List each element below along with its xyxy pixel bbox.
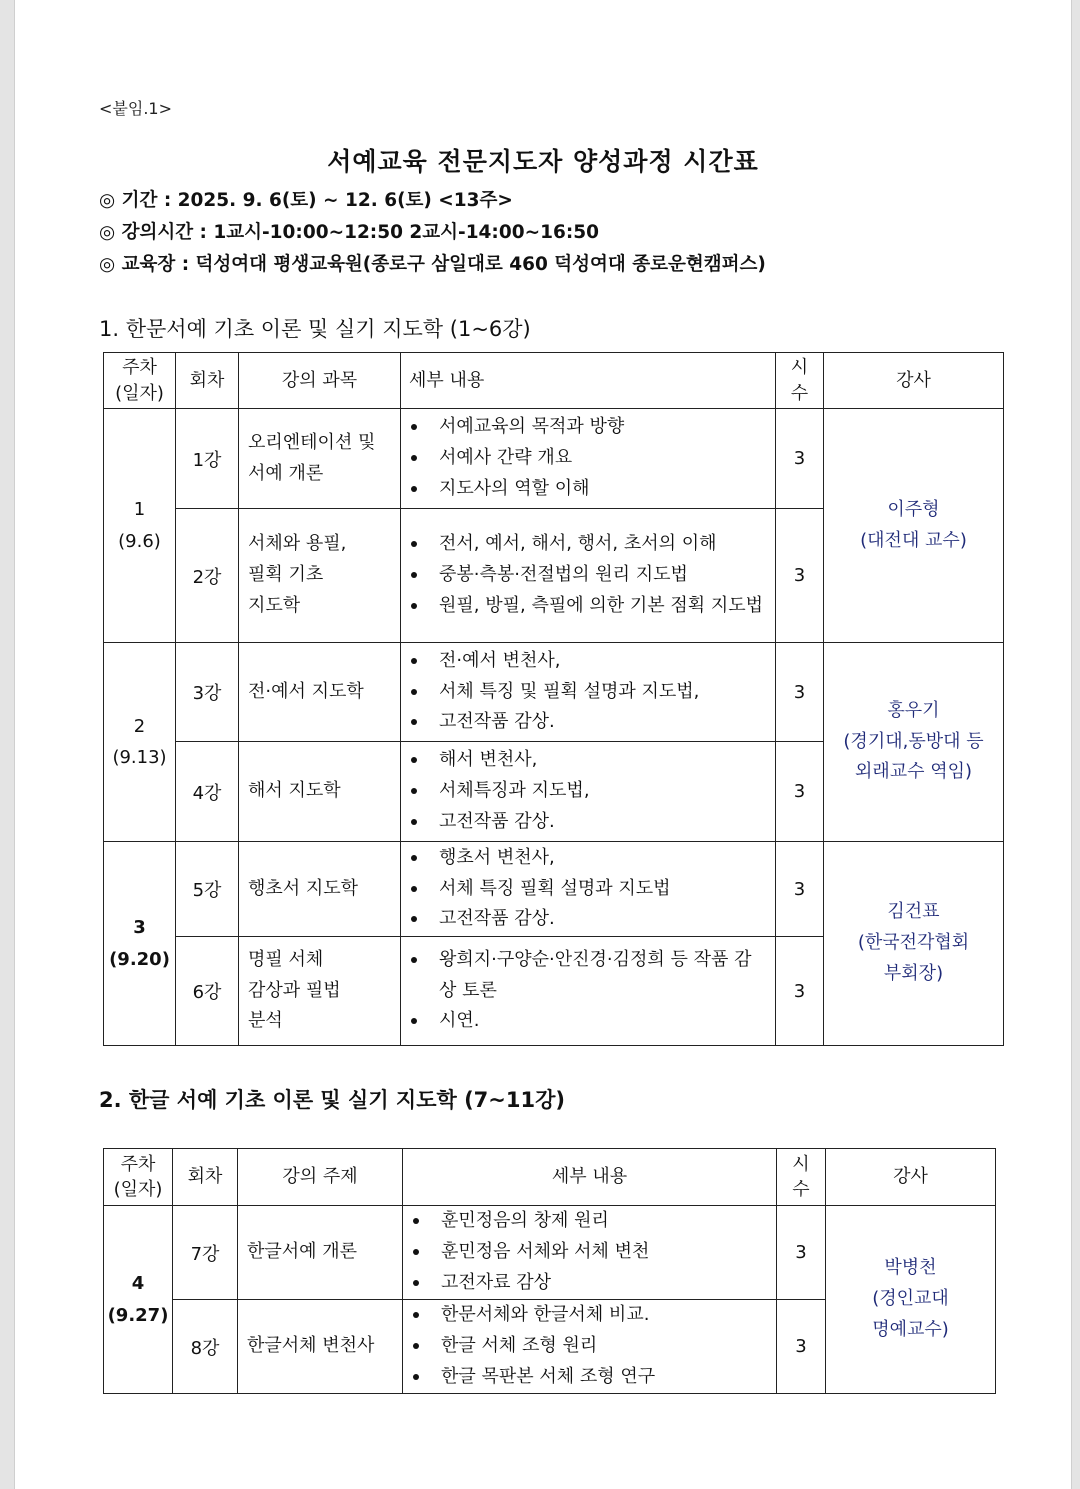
- subject-cell: 행초서 지도학: [239, 842, 401, 937]
- info-value: : 2025. 9. 6(토) ~ 12. 6(토) <13주>: [163, 190, 513, 211]
- session-cell: 4강: [176, 742, 239, 842]
- info-key: 기간: [121, 190, 158, 211]
- list-item: 고전자료 감상: [403, 1268, 768, 1299]
- session-cell: 8강: [173, 1300, 238, 1394]
- list-item: 왕희지·구양순·안진경·김정희 등 작품 감상 토론: [401, 945, 767, 1007]
- list-item: 고전작품 감상.: [401, 807, 767, 838]
- header-session: 회차: [173, 1149, 238, 1206]
- list-item: 서예사 간략 개요: [401, 443, 767, 474]
- list-item: 한글 목판본 서체 조형 연구: [403, 1362, 768, 1393]
- table-row: [104, 842, 1004, 937]
- info-value: : 1교시-10:00~12:50 2교시-14:00~16:50: [199, 222, 599, 243]
- header-hours: 시 수: [777, 1149, 826, 1206]
- week-cell: 2 (9.13): [104, 643, 176, 842]
- session-cell: 6강: [176, 937, 239, 1046]
- schedule-table-2: [103, 1148, 996, 1394]
- details-cell: [401, 937, 776, 1046]
- hours-cell: 3: [776, 842, 824, 937]
- table-row: [104, 409, 1004, 509]
- details-cell: [401, 643, 776, 742]
- session-cell: 5강: [176, 842, 239, 937]
- instructor-cell: 김건표 (한국전각협회 부회장): [824, 842, 1004, 1046]
- table-row: [104, 1206, 996, 1300]
- header-subject: 강의 주제: [238, 1149, 403, 1206]
- details-cell: [401, 742, 776, 842]
- list-item: 원필, 방필, 측필에 의한 기본 점획 지도법: [401, 591, 767, 622]
- session-cell: 7강: [173, 1206, 238, 1300]
- instructor-cell: 홍우기 (경기대,동방대 등 외래교수 역임): [824, 643, 1004, 842]
- list-item: 행초서 변천사,: [401, 843, 767, 874]
- list-item: 서체특징과 지도법,: [401, 776, 767, 807]
- hours-cell: 3: [777, 1300, 826, 1394]
- list-item: 한글 서체 조형 원리: [403, 1331, 768, 1362]
- subject-cell: 해서 지도학: [239, 742, 401, 842]
- header-details: 세부 내용: [403, 1149, 777, 1206]
- week-cell: 3 (9.20): [104, 842, 176, 1046]
- section2-heading: 2. 한글 서예 기초 이론 및 실기 지도학 (7~11강): [99, 1088, 565, 1112]
- list-item: 해서 변천사,: [401, 745, 767, 776]
- subject-cell: 명필 서체 감상과 필법 분석: [239, 937, 401, 1046]
- list-item: 훈민정음의 창제 원리: [403, 1206, 768, 1237]
- table-row: [104, 643, 1004, 742]
- session-cell: 3강: [176, 643, 239, 742]
- header-session: 회차: [176, 353, 239, 409]
- list-item: 고전작품 감상.: [401, 904, 767, 935]
- info-venue: [99, 250, 766, 276]
- attachment-label: <붙임.1>: [99, 99, 172, 118]
- details-cell: [403, 1206, 777, 1300]
- hours-cell: 3: [777, 1206, 826, 1300]
- list-item: 전·예서 변천사,: [401, 646, 767, 677]
- session-cell: 2강: [176, 509, 239, 643]
- list-item: 서체 특징 필획 설명과 지도법: [401, 874, 767, 905]
- subject-cell: 전·예서 지도학: [239, 643, 401, 742]
- list-item: 시연.: [401, 1006, 767, 1037]
- list-item: 지도사의 역할 이해: [401, 474, 767, 505]
- hours-cell: 3: [776, 643, 824, 742]
- hours-cell: 3: [776, 742, 824, 842]
- week-cell: 1 (9.6): [104, 409, 176, 643]
- info-mark: ◎: [99, 254, 116, 275]
- hours-cell: 3: [776, 409, 824, 509]
- list-item: 중봉·측봉·전절법의 원리 지도법: [401, 560, 767, 591]
- details-cell: [401, 409, 776, 509]
- header-subject: 강의 과목: [239, 353, 401, 409]
- section1-heading: 1. 한문서예 기초 이론 및 실기 지도학 (1~6강): [99, 317, 531, 341]
- details-cell: [401, 509, 776, 643]
- subject-cell: 한글서체 변천사: [238, 1300, 403, 1394]
- info-period: [99, 186, 513, 212]
- info-value: : 덕성여대 평생교육원(종로구 삼일대로 460 덕성여대 종로운현캠퍼스): [181, 254, 766, 275]
- schedule-table-1: [103, 352, 1004, 1046]
- instructor-cell: 박병천 (경인교대 명예교수): [826, 1206, 996, 1394]
- list-item: 전서, 예서, 해서, 행서, 초서의 이해: [401, 529, 767, 560]
- header-details: 세부 내용: [401, 353, 776, 409]
- document-title: 서예교육 전문지도자 양성과정 시간표: [327, 147, 759, 176]
- subject-cell: 서체와 용필, 필획 기초 지도학: [239, 509, 401, 643]
- info-mark: ◎: [99, 222, 116, 243]
- header-instructor: 강사: [826, 1149, 996, 1206]
- header-week: 주차 (일자): [104, 1149, 173, 1206]
- info-key: 교육장: [121, 254, 176, 275]
- table-header-row: [104, 1149, 996, 1206]
- details-cell: [401, 842, 776, 937]
- list-item: 한문서체와 한글서체 비교.: [403, 1300, 768, 1331]
- header-week: 주차 (일자): [104, 353, 176, 409]
- hours-cell: 3: [776, 937, 824, 1046]
- list-item: 훈민정음 서체와 서체 변천: [403, 1237, 768, 1268]
- info-mark: ◎: [99, 190, 116, 211]
- list-item: 서체 특징 및 필획 설명과 지도법,: [401, 677, 767, 708]
- subject-cell: 한글서예 개론: [238, 1206, 403, 1300]
- list-item: 고전작품 감상.: [401, 707, 767, 738]
- header-instructor: 강사: [824, 353, 1004, 409]
- instructor-cell: 이주형 (대전대 교수): [824, 409, 1004, 643]
- list-item: 서예교육의 목적과 방향: [401, 412, 767, 443]
- week-cell: 4 (9.27): [104, 1206, 173, 1394]
- details-cell: [403, 1300, 777, 1394]
- header-hours: 시 수: [776, 353, 824, 409]
- info-lecture-time: [99, 218, 599, 244]
- document-page: [14, 0, 1072, 1489]
- subject-cell: 오리엔테이션 및 서예 개론: [239, 409, 401, 509]
- info-key: 강의시간: [121, 222, 194, 243]
- table-header-row: [104, 353, 1004, 409]
- session-cell: 1강: [176, 409, 239, 509]
- hours-cell: 3: [776, 509, 824, 643]
